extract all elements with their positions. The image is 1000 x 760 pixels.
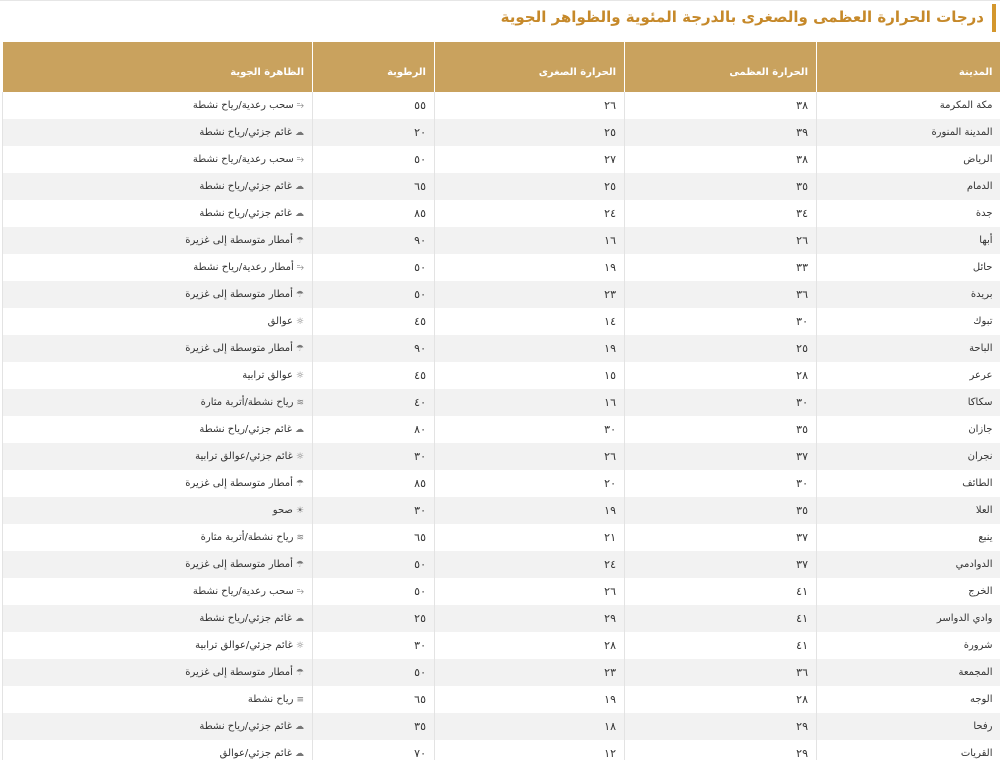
rain-cloud-icon: ☂ — [295, 344, 304, 354]
cell-phenomenon — [3, 470, 313, 497]
sun-icon: ☀ — [295, 506, 304, 516]
cell-humidity: ٤٥ — [313, 308, 435, 335]
page-title: درجات الحرارة العظمى والصغرى بالدرجة المئوية والظواهر الجوية — [500, 8, 984, 26]
table-row — [3, 551, 1000, 578]
table-row — [3, 389, 1000, 416]
cloud-wind-icon: ☁ — [295, 425, 304, 435]
cell-city: ينبع — [817, 524, 1000, 551]
cell-max-temp: ٢٩ — [625, 713, 817, 740]
cell-phenomenon — [3, 578, 313, 605]
table-row — [3, 659, 1000, 686]
cell-city: شرورة — [817, 632, 1000, 659]
cloud-wind-icon: ☁ — [295, 614, 304, 624]
cell-min-temp: ١٦ — [435, 227, 625, 254]
cell-city: الدوادمي — [817, 551, 1000, 578]
thunder-wind-icon: ⥲ — [296, 587, 304, 597]
table-row — [3, 578, 1000, 605]
cell-max-temp: ٤١ — [625, 578, 817, 605]
cell-min-temp: ١٨ — [435, 713, 625, 740]
cell-city: عرعر — [817, 362, 1000, 389]
phenomenon-text: سحب رعدية/رياح نشطة — [192, 586, 294, 597]
cell-phenomenon — [3, 200, 313, 227]
cell-max-temp: ٤١ — [625, 632, 817, 659]
cell-city: سكاكا — [817, 389, 1000, 416]
cell-min-temp: ٢٦ — [435, 578, 625, 605]
cell-min-temp: ٣٠ — [435, 416, 625, 443]
page-header — [0, 4, 1000, 34]
cell-humidity: ٥٥ — [313, 92, 435, 119]
table-row — [3, 200, 1000, 227]
phenomenon-text: سحب رعدية/رياح نشطة — [192, 100, 294, 111]
cell-max-temp: ٣٧ — [625, 524, 817, 551]
cell-humidity: ٧٠ — [313, 740, 435, 760]
phenomenon-text: غائم جزئي/عوالق ترابية — [195, 640, 293, 651]
cell-humidity: ٢٠ — [313, 119, 435, 146]
cell-max-temp: ٣٠ — [625, 389, 817, 416]
cell-phenomenon — [3, 713, 313, 740]
phenomenon-text: أمطار رعدية/رياح نشطة — [193, 262, 294, 273]
cell-max-temp: ٣٦ — [625, 281, 817, 308]
cell-max-temp: ٣٨ — [625, 146, 817, 173]
cell-min-temp: ٢٨ — [435, 632, 625, 659]
cell-min-temp: ٢٦ — [435, 443, 625, 470]
phenomenon-text: غائم جزئي/عوالق — [219, 748, 292, 759]
table-row — [3, 119, 1000, 146]
cell-min-temp: ١٤ — [435, 308, 625, 335]
cell-humidity: ٩٠ — [313, 335, 435, 362]
header-phenomenon: الظاهرة الجوية — [3, 42, 313, 92]
cell-humidity: ٥٠ — [313, 254, 435, 281]
table-row — [3, 308, 1000, 335]
phenomenon-text: غائم جزئي/رياح نشطة — [199, 127, 292, 138]
cell-humidity: ٥٠ — [313, 659, 435, 686]
table-row — [3, 605, 1000, 632]
cell-phenomenon — [3, 686, 313, 713]
cell-phenomenon — [3, 632, 313, 659]
cell-phenomenon — [3, 362, 313, 389]
table-row — [3, 335, 1000, 362]
cell-humidity: ٥٠ — [313, 281, 435, 308]
cell-max-temp: ٣٧ — [625, 551, 817, 578]
cell-phenomenon — [3, 146, 313, 173]
thunder-wind-icon: ⥲ — [296, 263, 304, 273]
header-max-temp: الحرارة العظمى — [625, 42, 817, 92]
cell-phenomenon — [3, 551, 313, 578]
cell-humidity: ٤٠ — [313, 389, 435, 416]
title-accent-bar — [992, 4, 996, 32]
table-row — [3, 362, 1000, 389]
weather-table-container — [2, 42, 1000, 760]
rain-cloud-icon: ☂ — [295, 290, 304, 300]
dust-wind-icon: ≋ — [296, 533, 304, 543]
table-row — [3, 686, 1000, 713]
cloud-wind-icon: ☁ — [295, 128, 304, 138]
cell-min-temp: ٢٤ — [435, 200, 625, 227]
cell-humidity: ٥٠ — [313, 578, 435, 605]
cell-max-temp: ٣٥ — [625, 416, 817, 443]
table-row — [3, 740, 1000, 760]
cell-city: تبوك — [817, 308, 1000, 335]
cell-humidity: ٢٥ — [313, 605, 435, 632]
cell-city: بريدة — [817, 281, 1000, 308]
cell-phenomenon — [3, 524, 313, 551]
cell-humidity: ٨٥ — [313, 200, 435, 227]
phenomenon-text: غائم جزئي/رياح نشطة — [199, 721, 292, 732]
cloud-wind-icon: ☁ — [295, 209, 304, 219]
cloud-wind-icon: ☁ — [295, 722, 304, 732]
cell-max-temp: ٣٥ — [625, 173, 817, 200]
table-header — [3, 42, 1000, 92]
cell-phenomenon — [3, 497, 313, 524]
cell-phenomenon — [3, 659, 313, 686]
cell-humidity: ٤٥ — [313, 362, 435, 389]
cell-max-temp: ٣٠ — [625, 308, 817, 335]
table-body — [3, 92, 1000, 760]
weather-table — [2, 42, 1000, 760]
cloud-wind-icon: ☁ — [295, 182, 304, 192]
cell-max-temp: ٣٧ — [625, 443, 817, 470]
cell-city: الوجه — [817, 686, 1000, 713]
dust-sun-icon: ☼ — [295, 371, 304, 381]
cell-phenomenon — [3, 416, 313, 443]
dust-sun-icon: ☼ — [295, 317, 304, 327]
cell-city: الرياض — [817, 146, 1000, 173]
cell-max-temp: ٢٨ — [625, 362, 817, 389]
cell-min-temp: ١٦ — [435, 389, 625, 416]
cell-humidity: ٨٠ — [313, 416, 435, 443]
cell-max-temp: ٣٤ — [625, 200, 817, 227]
table-row — [3, 281, 1000, 308]
table-row — [3, 632, 1000, 659]
cell-phenomenon — [3, 740, 313, 760]
cell-humidity: ٦٥ — [313, 686, 435, 713]
rain-cloud-icon: ☂ — [295, 560, 304, 570]
phenomenon-text: صحو — [272, 505, 293, 516]
cell-city: العلا — [817, 497, 1000, 524]
cell-min-temp: ١٢ — [435, 740, 625, 760]
cell-humidity: ٦٥ — [313, 173, 435, 200]
cell-min-temp: ١٩ — [435, 497, 625, 524]
header-min-temp: الحرارة الصغرى — [435, 42, 625, 92]
cell-min-temp: ١٩ — [435, 254, 625, 281]
phenomenon-text: سحب رعدية/رياح نشطة — [192, 154, 294, 165]
header-humidity: الرطوبة — [313, 42, 435, 92]
phenomenon-text: أمطار متوسطة إلى غزيرة — [185, 289, 293, 300]
cell-max-temp: ٢٦ — [625, 227, 817, 254]
cell-city: جازان — [817, 416, 1000, 443]
cell-min-temp: ٢٠ — [435, 470, 625, 497]
rain-cloud-icon: ☂ — [295, 479, 304, 489]
cell-humidity: ٣٠ — [313, 632, 435, 659]
cell-city: جدة — [817, 200, 1000, 227]
cell-min-temp: ٢٦ — [435, 92, 625, 119]
cell-min-temp: ٢٧ — [435, 146, 625, 173]
thunder-wind-icon: ⥲ — [296, 155, 304, 165]
cell-phenomenon — [3, 605, 313, 632]
cell-min-temp: ١٩ — [435, 335, 625, 362]
table-row — [3, 254, 1000, 281]
table-row — [3, 470, 1000, 497]
phenomenon-text: غائم جزئي/رياح نشطة — [199, 208, 292, 219]
thunder-wind-icon: ⥲ — [296, 101, 304, 111]
phenomenon-text: عوالق — [267, 316, 293, 327]
cell-min-temp: ٢٥ — [435, 173, 625, 200]
dust-sun-icon: ☼ — [295, 452, 304, 462]
cell-humidity: ٨٥ — [313, 470, 435, 497]
table-row — [3, 416, 1000, 443]
cell-city: نجران — [817, 443, 1000, 470]
cell-max-temp: ٤١ — [625, 605, 817, 632]
table-row — [3, 443, 1000, 470]
cell-max-temp: ٢٩ — [625, 740, 817, 760]
cell-min-temp: ٢٤ — [435, 551, 625, 578]
cell-city: وادي الدواسر — [817, 605, 1000, 632]
cell-min-temp: ٢٩ — [435, 605, 625, 632]
cell-city: المدينة المنورة — [817, 119, 1000, 146]
cell-phenomenon — [3, 119, 313, 146]
cell-phenomenon — [3, 227, 313, 254]
phenomenon-text: أمطار متوسطة إلى غزيرة — [185, 478, 293, 489]
phenomenon-text: رياح نشطة/أتربة مثارة — [200, 532, 294, 543]
phenomenon-text: عوالق ترابية — [242, 370, 293, 381]
cell-max-temp: ٣٨ — [625, 92, 817, 119]
cell-humidity: ٦٥ — [313, 524, 435, 551]
cloud-dust-icon: ☁ — [295, 749, 304, 759]
table-row — [3, 497, 1000, 524]
cell-max-temp: ٣٣ — [625, 254, 817, 281]
header-city: المدينة — [817, 42, 1000, 92]
cell-city: مكة المكرمة — [817, 92, 1000, 119]
cell-humidity: ٣٠ — [313, 443, 435, 470]
cell-min-temp: ٢٣ — [435, 281, 625, 308]
cell-humidity: ٣٥ — [313, 713, 435, 740]
dust-wind-icon: ≋ — [296, 398, 304, 408]
phenomenon-text: رياح نشطة/أتربة مثارة — [200, 397, 294, 408]
phenomenon-text: غائم جزئي/رياح نشطة — [199, 613, 292, 624]
cell-humidity: ٥٠ — [313, 146, 435, 173]
phenomenon-text: غائم جزئي/رياح نشطة — [199, 424, 292, 435]
cell-phenomenon — [3, 254, 313, 281]
phenomenon-text: رياح نشطة — [247, 694, 294, 705]
top-divider — [0, 0, 1000, 1]
table-row — [3, 92, 1000, 119]
cell-city: المجمعة — [817, 659, 1000, 686]
cell-phenomenon — [3, 281, 313, 308]
table-row — [3, 173, 1000, 200]
cell-phenomenon — [3, 308, 313, 335]
cell-phenomenon — [3, 389, 313, 416]
cell-city: القريات — [817, 740, 1000, 760]
cell-phenomenon — [3, 92, 313, 119]
header-row — [3, 42, 1000, 92]
cell-max-temp: ٢٥ — [625, 335, 817, 362]
cell-city: الدمام — [817, 173, 1000, 200]
cell-min-temp: ١٩ — [435, 686, 625, 713]
cell-max-temp: ٣٥ — [625, 497, 817, 524]
cell-city: أبها — [817, 227, 1000, 254]
cell-max-temp: ٢٨ — [625, 686, 817, 713]
cell-phenomenon — [3, 173, 313, 200]
phenomenon-text: أمطار متوسطة إلى غزيرة — [185, 343, 293, 354]
dust-sun-icon: ☼ — [295, 641, 304, 651]
cell-phenomenon — [3, 443, 313, 470]
cell-humidity: ٥٠ — [313, 551, 435, 578]
rain-cloud-icon: ☂ — [295, 236, 304, 246]
wind-icon: ≡ — [296, 695, 304, 705]
cell-humidity: ٩٠ — [313, 227, 435, 254]
cell-min-temp: ٢٥ — [435, 119, 625, 146]
table-row — [3, 227, 1000, 254]
cell-min-temp: ١٥ — [435, 362, 625, 389]
cell-min-temp: ٢٣ — [435, 659, 625, 686]
cell-city: الباحة — [817, 335, 1000, 362]
phenomenon-text: أمطار متوسطة إلى غزيرة — [185, 667, 293, 678]
cell-max-temp: ٣٦ — [625, 659, 817, 686]
cell-humidity: ٣٠ — [313, 497, 435, 524]
rain-cloud-icon: ☂ — [295, 668, 304, 678]
table-row — [3, 524, 1000, 551]
phenomenon-text: غائم جزئي/عوالق ترابية — [195, 451, 293, 462]
cell-phenomenon — [3, 335, 313, 362]
cell-min-temp: ٢١ — [435, 524, 625, 551]
cell-city: الطائف — [817, 470, 1000, 497]
cell-city: رفحا — [817, 713, 1000, 740]
cell-city: حائل — [817, 254, 1000, 281]
cell-max-temp: ٣٠ — [625, 470, 817, 497]
phenomenon-text: غائم جزئي/رياح نشطة — [199, 181, 292, 192]
cell-city: الخرج — [817, 578, 1000, 605]
phenomenon-text: أمطار متوسطة إلى غزيرة — [185, 235, 293, 246]
cell-max-temp: ٣٩ — [625, 119, 817, 146]
phenomenon-text: أمطار متوسطة إلى غزيرة — [185, 559, 293, 570]
table-row — [3, 713, 1000, 740]
table-row — [3, 146, 1000, 173]
